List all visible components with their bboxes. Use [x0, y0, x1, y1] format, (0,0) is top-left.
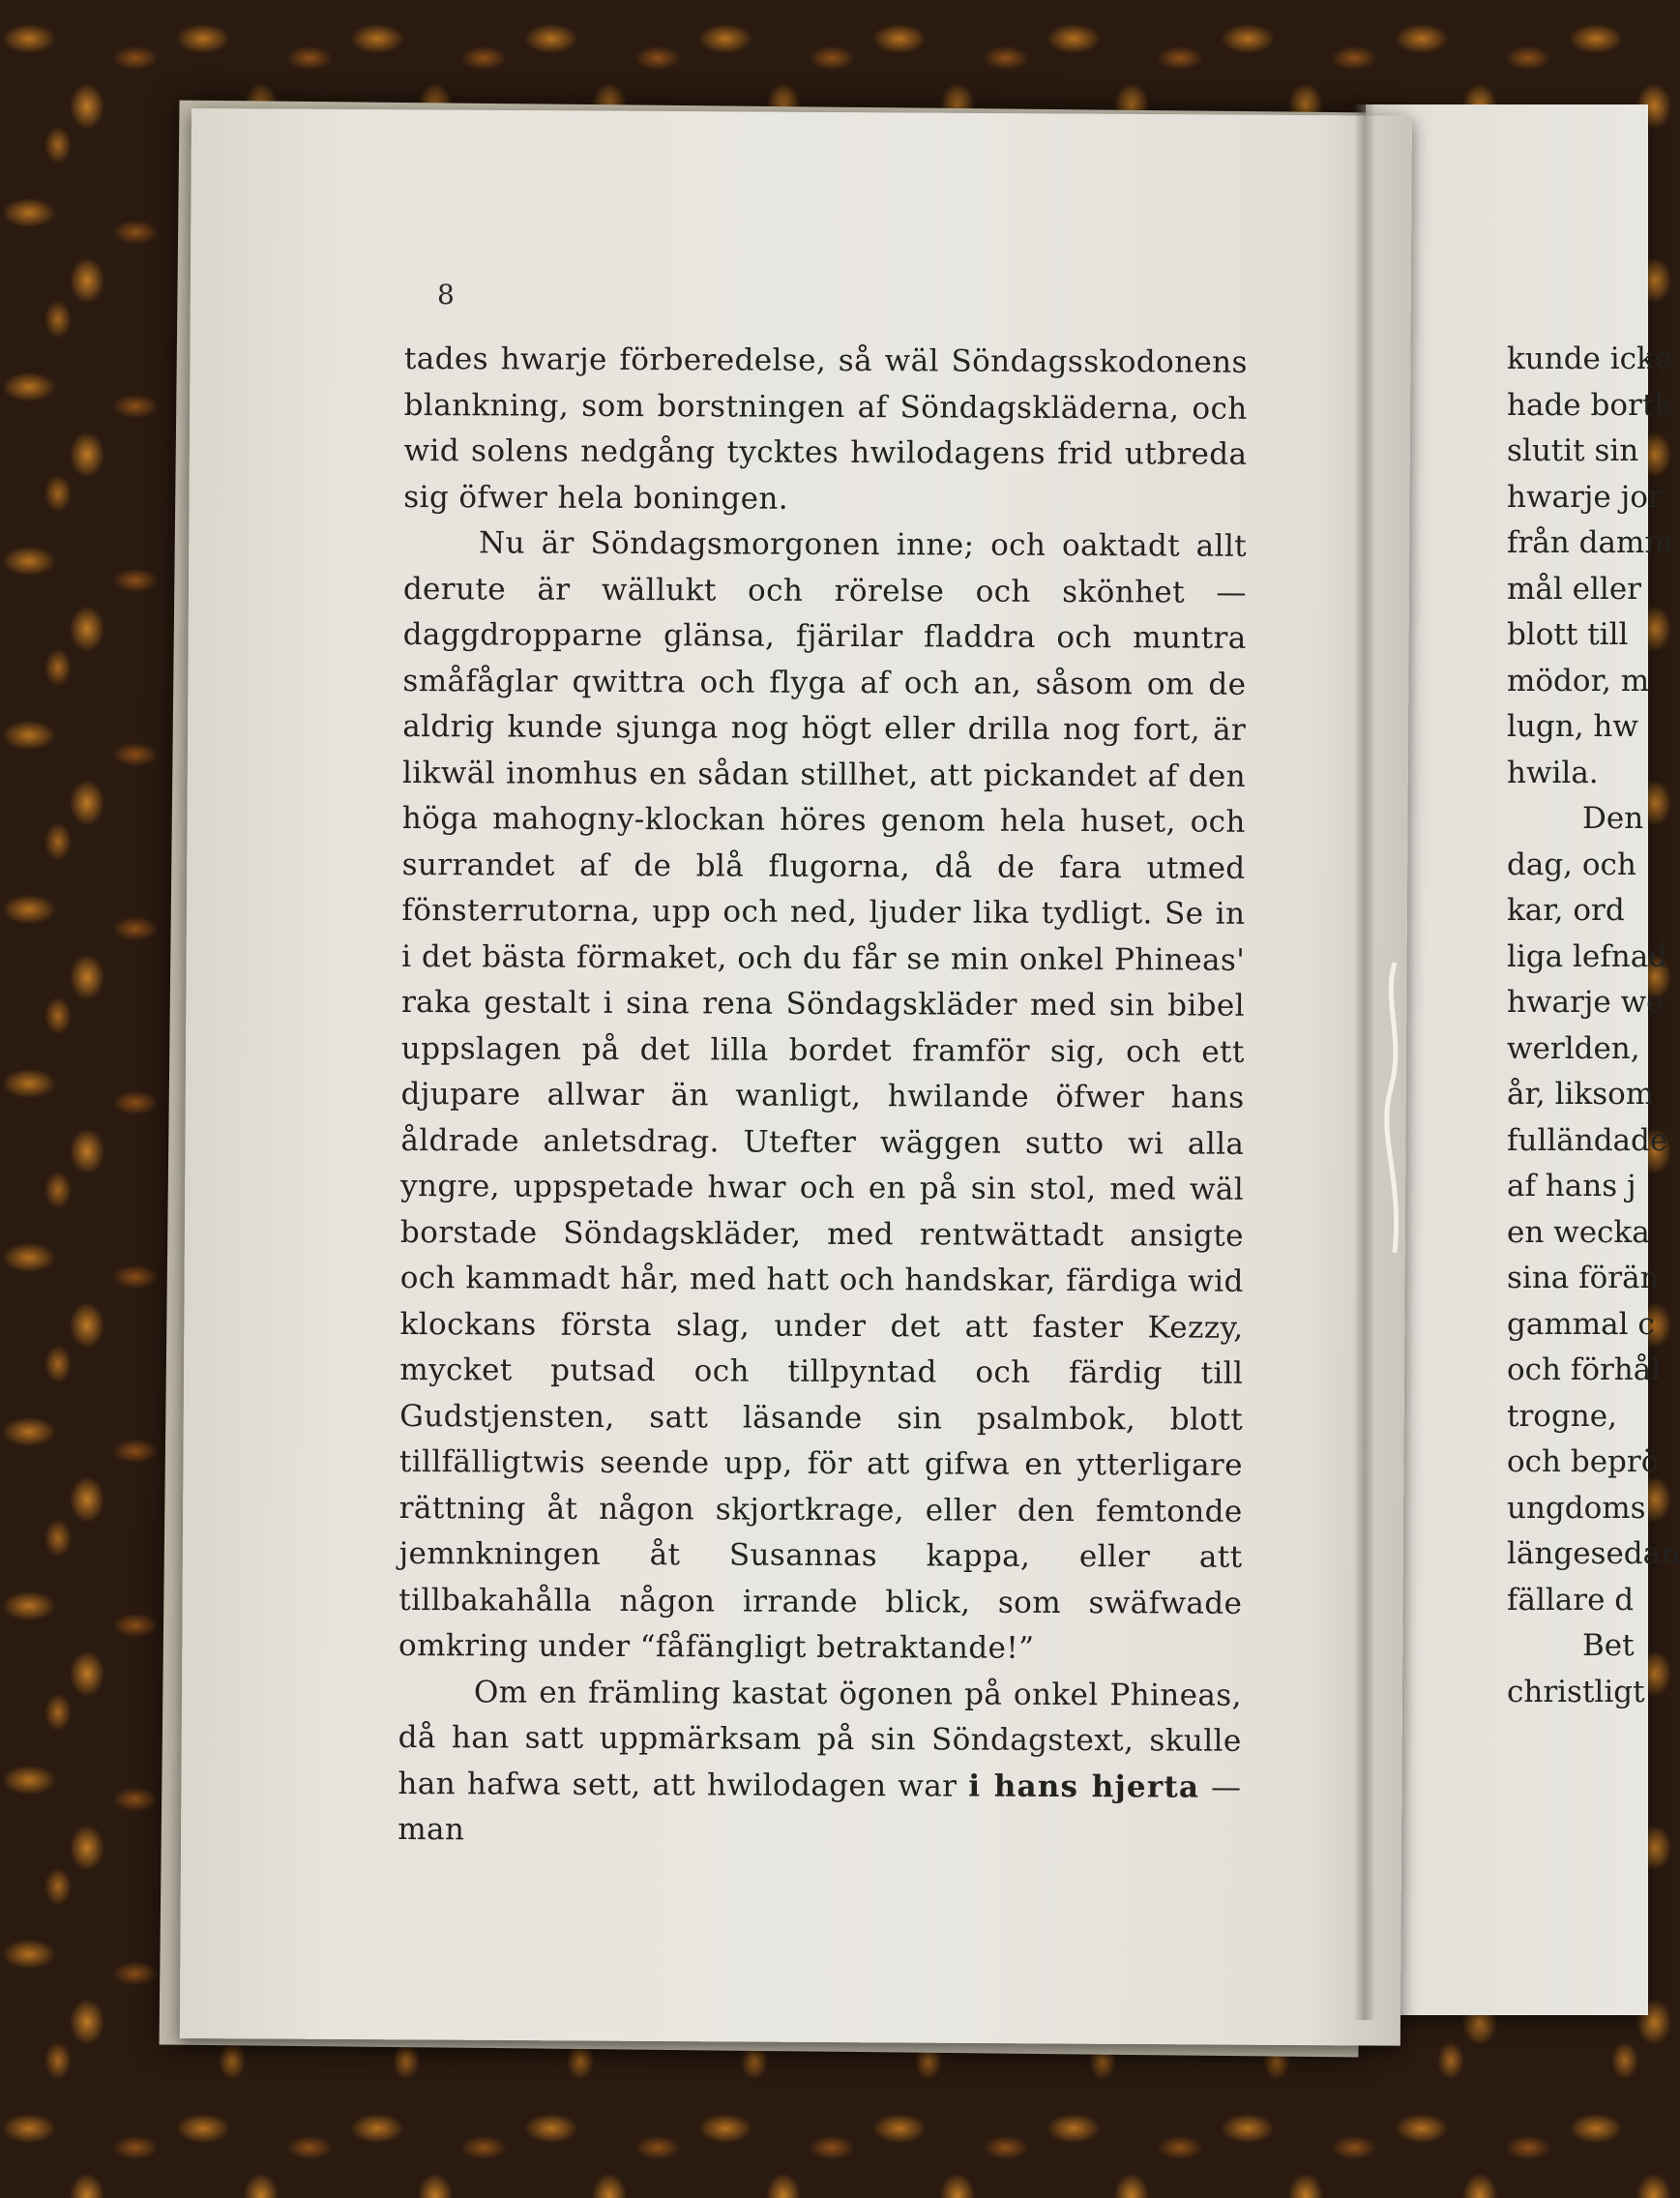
text-line: af hans j	[1507, 1169, 1636, 1203]
text-line: christligt	[1507, 1674, 1645, 1709]
text-line: längesedan	[1507, 1536, 1680, 1571]
paragraph: Nu är Söndagsmorgonen inne; och oaktadt allt derute är wällukt och rörelse och skönhet — daggdropparne glänsa, fjärilar fladdra och muntra småfåglar qwittra och flyga af och an, såsom om de aldrig kunde sjunga nog högt eller drilla nog fort, är likwäl inomhus en sådan stillhet, att pickandet af den höga mahogny-klockan höres genom hela huset, och surrandet af de blå flugorna, då de fara utmed fönsterrutorna, upp och ned, ljuder lika tydligt. Se in i det bästa förmaket, och du får se min onkel Phineas' raka gestalt i sina rena Söndagskläder med sin bibel uppslagen på det lilla bordet framför sig, och ett djupare allwar än wanligt, hwilande öfwer hans åldrade anletsdrag. Utefter wäggen sutto wi alla yngre, uppspetade hwar och en på sin stol, med wäl borstade Söndagskläder, med rentwättadt ansigte och kammadt hår, med hatt och handskar, färdiga wid klockans första slag, under det att faster Kezzy, mycket putsad och tillpyntad och färdig till Gudstjensten, satt läsande sin psalmbok, blott tillfälligtwis seende upp, för att gifwa en ytterligare rättning åt någon skjortkrage, eller den femtonde jemnkningen åt Susannas kappa, eller att tillbakahålla någon irrande blick, som swäfwade omkring under “fåfängligt betraktande!”	[398, 525, 1248, 1666]
paragraph: tades hwarje förberedelse, så wäl Söndagsskodonens blankning, som borstningen af Söndagskläderna, och wid solens nedgång tycktes hwilodagens frid utbreda sig öfwer hela boningen.	[403, 341, 1248, 517]
paragraph	[398, 1669, 1242, 1856]
text-line: fulländade	[1507, 1122, 1668, 1158]
text-line: en wecka	[1507, 1214, 1650, 1250]
left-page-body	[398, 337, 1248, 1856]
text-line: mål eller	[1507, 571, 1641, 607]
text-line: hwarje we	[1507, 985, 1665, 1020]
text-line: ungdoms	[1507, 1490, 1646, 1526]
paragraph-text: Om en främling kastat ögonen på onkel Phineas, då han satt uppmärksam på sin Söndagstext, skulle han hafwa sett, att hwilodagen war	[398, 1674, 1242, 1804]
text-line: Den	[1582, 801, 1644, 836]
right-page-body	[1507, 337, 1680, 1715]
text-line: gammal c	[1507, 1306, 1655, 1342]
paragraph-text: — man	[398, 1769, 1242, 1848]
text-line: hade bortk	[1507, 387, 1673, 423]
text-line: och förhål	[1507, 1352, 1662, 1387]
text-line: hwarje jor	[1507, 479, 1663, 515]
text-line: kar, ord	[1507, 893, 1625, 928]
text-line: dag, och	[1507, 847, 1636, 882]
text-line: kunde icke	[1507, 342, 1673, 376]
text-line: år, liksom	[1507, 1077, 1655, 1112]
text-line: trogne,	[1507, 1398, 1617, 1434]
text-line: fällare d	[1507, 1582, 1635, 1618]
text-line: sina förän	[1507, 1261, 1660, 1295]
text-line: mödor, m	[1507, 663, 1650, 698]
text-line: slutit sin	[1507, 433, 1639, 468]
text-line: hwila.	[1507, 755, 1599, 790]
text-line: blott till	[1507, 617, 1629, 652]
text-line: liga lefnad	[1507, 938, 1668, 974]
book-gutter	[1354, 104, 1375, 2020]
text-line: lugn, hw	[1507, 709, 1638, 744]
text-line: från damm	[1507, 525, 1673, 560]
binding-thread	[1381, 963, 1410, 1253]
page-number: 8	[437, 279, 455, 311]
emphasized-text: i hans hjerta	[968, 1768, 1200, 1805]
text-line: Bet	[1582, 1628, 1635, 1663]
text-line: och beprö	[1507, 1444, 1660, 1479]
text-line: werlden,	[1507, 1030, 1640, 1066]
